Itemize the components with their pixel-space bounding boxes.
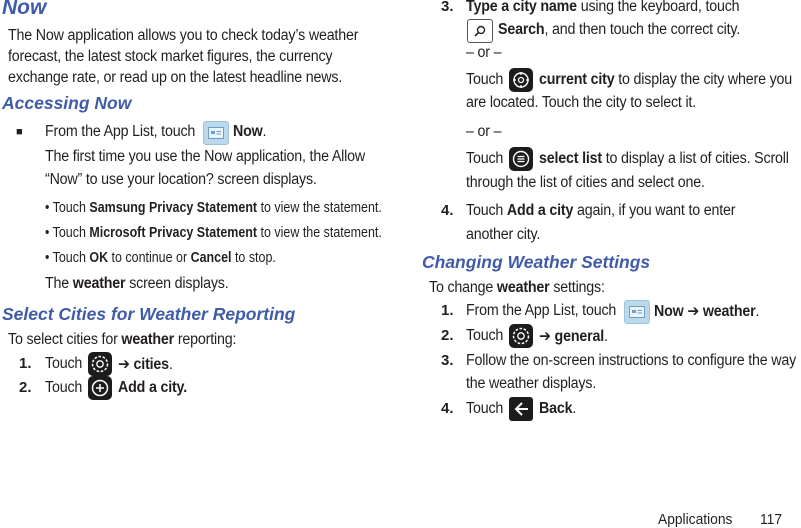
current-location-icon: [509, 68, 533, 92]
changing-step-3-line-2: the weather displays.: [466, 375, 597, 392]
heading-accessing-now: Accessing Now: [2, 93, 132, 113]
changing-step-4-back: Back.: [539, 400, 577, 417]
accessing-step-text: From the App List, touch: [45, 123, 196, 140]
back-arrow-icon: [509, 397, 533, 421]
accessing-step-app: Now.: [233, 123, 267, 140]
select-list-pre: Touch: [466, 150, 504, 167]
footer-page-number: 117: [760, 511, 783, 528]
step-number: 4.: [441, 400, 454, 417]
step-type-city: Type a city name using the keyboard, touch: [466, 0, 740, 15]
first-time-line-2: “Now” to use your location? screen displays.: [45, 171, 317, 188]
weather-screen-displays: The weather screen displays.: [45, 275, 229, 292]
step-number: 1.: [441, 302, 454, 319]
changing-step-1-path: Now ➔ weather.: [654, 303, 760, 320]
step-text: Touch: [45, 379, 83, 396]
intro-line-1: The Now application allows you to check today’s weather: [8, 27, 359, 44]
list-menu-icon: [509, 147, 533, 171]
changing-step-1: From the App List, touch: [466, 302, 617, 319]
step-number: 4.: [441, 202, 454, 219]
step-number: 2.: [441, 327, 454, 344]
select-list-line-2: through the list of cities and select one.: [466, 174, 705, 191]
changing-step-2-general: ➔ general.: [539, 328, 608, 345]
changing-intro: To change weather settings:: [429, 279, 605, 296]
step-number: 3.: [441, 352, 454, 369]
changing-step-4: Touch: [466, 400, 504, 417]
intro-line-2: forecast, the latest stock market figures, the currency: [8, 48, 333, 65]
bullet-square: ■: [16, 126, 23, 138]
step-search: Search, and then touch the correct city.: [498, 21, 741, 38]
select-list-text: select list to display a list of cities. Scroll: [539, 150, 789, 167]
page-title: Now: [2, 0, 47, 19]
sub-bullet-samsung: • Touch Samsung Privacy Statement to view the statement.: [45, 200, 382, 216]
or-separator: – or –: [466, 44, 502, 61]
current-city-pre: Touch: [466, 71, 504, 88]
step-add-again-line-2: another city.: [466, 226, 541, 243]
intro-line-3: exchange rate, or read up on the latest headline news.: [8, 69, 343, 86]
sub-bullet-microsoft: • Touch Microsoft Privacy Statement to view the statement.: [45, 225, 382, 241]
add-plus-icon: [88, 376, 112, 400]
now-app-icon: [624, 300, 650, 324]
step-add-city: Add a city.: [118, 379, 188, 396]
or-separator: – or –: [466, 123, 502, 140]
changing-step-3-line-1: Follow the on-screen instructions to configure the way: [466, 352, 797, 369]
settings-gear-icon: [509, 324, 533, 348]
heading-changing-weather: Changing Weather Settings: [422, 252, 651, 272]
step-text: Touch: [45, 355, 83, 372]
select-intro: To select cities for weather reporting:: [8, 331, 237, 348]
step-number: 1.: [19, 355, 32, 372]
step-cities: ➔ cities.: [118, 356, 173, 373]
current-city-line-2: are located. Touch the city to select it.: [466, 94, 696, 111]
step-number: 3.: [441, 0, 454, 15]
now-app-icon: [203, 121, 229, 145]
sub-bullet-ok-cancel: • Touch OK to continue or Cancel to stop.: [45, 250, 276, 266]
step-number: 2.: [19, 379, 32, 396]
changing-step-2: Touch: [466, 327, 504, 344]
footer-section: Applications: [658, 511, 733, 528]
search-icon: [467, 19, 493, 43]
first-time-line-1: The first time you use the Now application, the Allow: [45, 148, 365, 165]
heading-select-cities: Select Cities for Weather Reporting: [2, 304, 296, 324]
current-city-text: current city to display the city where you: [539, 71, 793, 88]
step-add-again: Touch Add a city again, if you want to enter: [466, 202, 736, 219]
settings-gear-icon: [88, 352, 112, 376]
